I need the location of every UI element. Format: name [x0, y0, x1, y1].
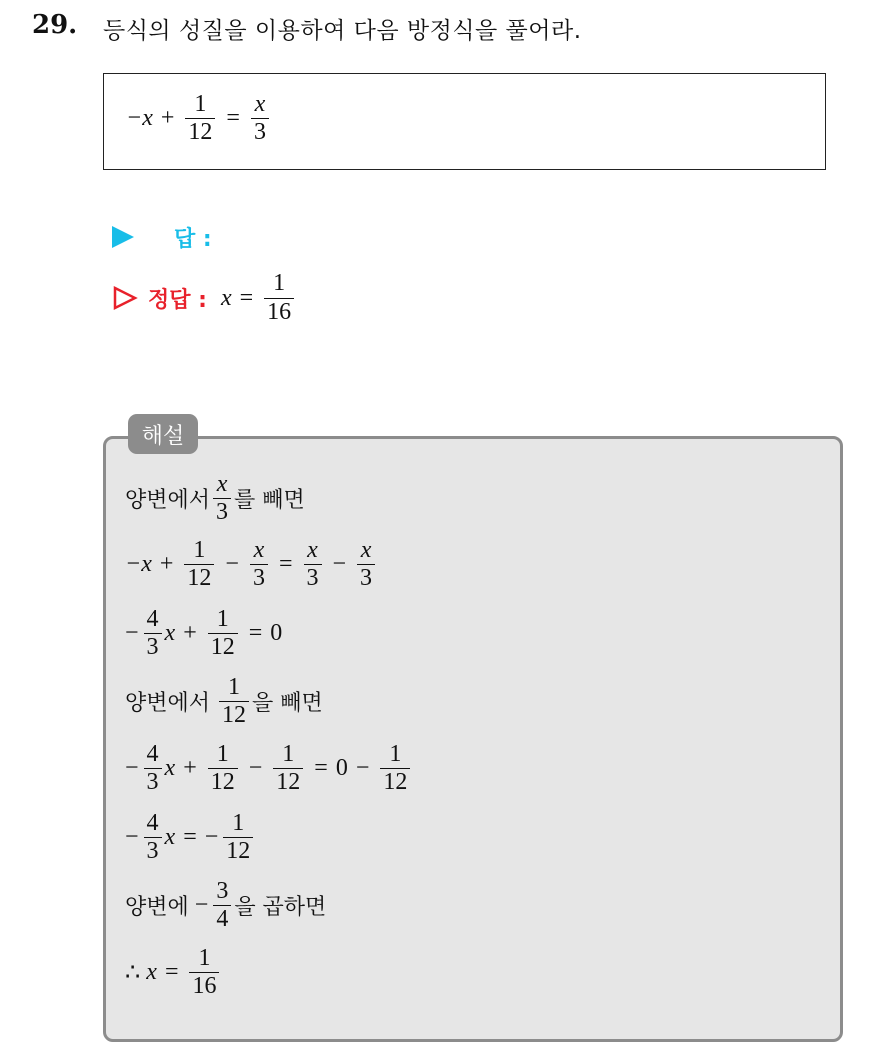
- solution-fraction: [189, 946, 219, 999]
- fraction-denominator: 16: [189, 972, 219, 999]
- equation-box: [103, 73, 826, 170]
- solution-tag: 해설: [128, 414, 198, 454]
- solution-fraction: [223, 811, 253, 864]
- fraction-denominator: 12: [208, 768, 238, 795]
- fraction-denominator: 12: [273, 768, 303, 795]
- question-instruction: 등식의 성질을 이용하여 다음 방정식을 풀어라.: [103, 18, 582, 44]
- fraction-denominator: 4: [213, 905, 231, 932]
- math-term: x: [164, 620, 176, 647]
- eq-fraction-lhs: [185, 92, 215, 145]
- fraction-numerator: 1: [194, 91, 207, 117]
- solution-expression: [125, 742, 413, 795]
- fraction-denominator: 3: [357, 564, 375, 591]
- math-operator: −: [125, 620, 139, 647]
- solution-fraction: [213, 472, 231, 525]
- math-operator: =: [164, 959, 179, 986]
- solution-line-4: [125, 675, 323, 728]
- solution-text: 를 빼면: [234, 488, 305, 514]
- math-operator: −: [355, 755, 370, 782]
- fraction-numerator: x: [360, 537, 372, 563]
- solution-line-7: [125, 879, 326, 932]
- math-operator: +: [183, 620, 197, 647]
- solution-fraction: [213, 879, 231, 932]
- fraction-numerator: 1: [273, 270, 286, 297]
- fraction-numerator: 1: [193, 537, 206, 563]
- fraction-numerator: 1: [282, 741, 295, 767]
- solution-fraction: [304, 538, 322, 591]
- fraction-numerator: x: [216, 471, 228, 497]
- math-term: 0: [335, 755, 348, 782]
- solution-fraction: [144, 607, 162, 660]
- solution-fraction: [357, 538, 375, 591]
- fraction-numerator: 4: [146, 741, 159, 767]
- fraction-denominator: 3: [250, 564, 268, 591]
- fraction-denominator: 16: [264, 298, 294, 325]
- solution-fraction: [208, 607, 238, 660]
- math-operator: −: [332, 551, 347, 578]
- eq-fraction-rhs: [251, 92, 269, 145]
- fraction-denominator: 12: [185, 118, 215, 145]
- fraction-numerator: 3: [216, 878, 229, 904]
- math-operator: +: [159, 551, 174, 578]
- math-term: x: [146, 959, 157, 986]
- solution-fraction: [219, 675, 249, 728]
- fraction-numerator: x: [254, 91, 266, 117]
- solution-fraction: [273, 742, 303, 795]
- outline-triangle-icon: [112, 285, 138, 311]
- solution-fraction: [184, 538, 214, 591]
- eq-plus: +: [160, 105, 175, 132]
- math-operator: =: [314, 755, 328, 782]
- answer-fraction: [264, 271, 294, 324]
- eq-lhs-var: −x: [126, 105, 153, 132]
- fraction-denominator: 3: [144, 768, 162, 795]
- math-operator: =: [183, 824, 197, 851]
- math-operator: −: [125, 755, 139, 782]
- math-operator: −: [194, 892, 209, 919]
- math-operator: −: [125, 824, 139, 851]
- math-term: 0: [270, 620, 283, 647]
- fraction-numerator: 1: [216, 741, 229, 767]
- math-term: −x: [125, 551, 152, 578]
- math-operator: −: [225, 551, 239, 578]
- fraction-numerator: x: [253, 537, 265, 563]
- solution-line-8: [125, 946, 222, 999]
- fraction-numerator: 1: [228, 674, 241, 700]
- solution-line-6: [125, 811, 256, 864]
- fraction-numerator: 4: [146, 810, 159, 836]
- fraction-denominator: 3: [144, 837, 162, 864]
- solution-line-3: [125, 607, 282, 660]
- solution-expression: [125, 946, 222, 999]
- solution-line-2: [125, 538, 378, 591]
- correct-answer-row: [112, 270, 297, 325]
- solution-expression: [125, 538, 378, 591]
- fraction-denominator: 12: [380, 768, 410, 795]
- fraction-denominator: 3: [213, 498, 231, 525]
- solution-fraction: [380, 742, 410, 795]
- math-operator: −: [204, 824, 219, 851]
- question-number: 29.: [32, 10, 78, 40]
- solution-fraction: [144, 742, 162, 795]
- fraction-denominator: 12: [219, 701, 249, 728]
- correct-answer-label: 정답 :: [148, 287, 207, 313]
- solution-expression: [125, 607, 282, 660]
- problem-equation: [126, 92, 272, 145]
- answer-blank-row: [112, 217, 212, 257]
- fraction-numerator: x: [307, 537, 318, 563]
- solution-text: 을 곱하면: [234, 895, 327, 921]
- solution-line-1: [125, 472, 305, 525]
- answer-equals: =: [239, 284, 254, 311]
- solution-line-5: [125, 742, 413, 795]
- math-operator: =: [248, 620, 263, 647]
- therefore-symbol: ∴: [125, 960, 141, 987]
- fraction-denominator: 12: [184, 564, 214, 591]
- math-operator: =: [278, 551, 293, 578]
- answer-label: 답 :: [174, 226, 212, 252]
- solution-text: 양변에: [125, 895, 189, 921]
- eq-equals: =: [226, 105, 240, 132]
- solution-fraction: [208, 742, 238, 795]
- math-term: x: [164, 824, 176, 851]
- correct-answer-expression: [221, 271, 297, 324]
- math-term: x: [164, 755, 176, 782]
- math-operator: +: [183, 755, 197, 782]
- fraction-denominator: 3: [144, 633, 162, 660]
- filled-triangle-icon: [112, 226, 134, 248]
- fraction-numerator: 1: [198, 945, 211, 971]
- fraction-denominator: 3: [251, 118, 269, 145]
- solution-fraction: [250, 538, 268, 591]
- fraction-numerator: 1: [389, 741, 402, 767]
- solution-text: 을 빼면: [252, 691, 323, 717]
- math-operator: −: [248, 755, 263, 782]
- fraction-numerator: 4: [146, 606, 159, 632]
- solution-text: 양변에서: [125, 488, 211, 514]
- fraction-denominator: 12: [223, 837, 253, 864]
- fraction-numerator: 1: [216, 606, 229, 632]
- fraction-denominator: 12: [208, 633, 238, 660]
- solution-fraction: [144, 811, 162, 864]
- answer-var: x: [220, 284, 232, 311]
- solution-expression: [125, 811, 256, 864]
- fraction-numerator: 1: [232, 810, 245, 836]
- fraction-denominator: 3: [304, 564, 322, 591]
- solution-text: 양변에서: [125, 691, 211, 717]
